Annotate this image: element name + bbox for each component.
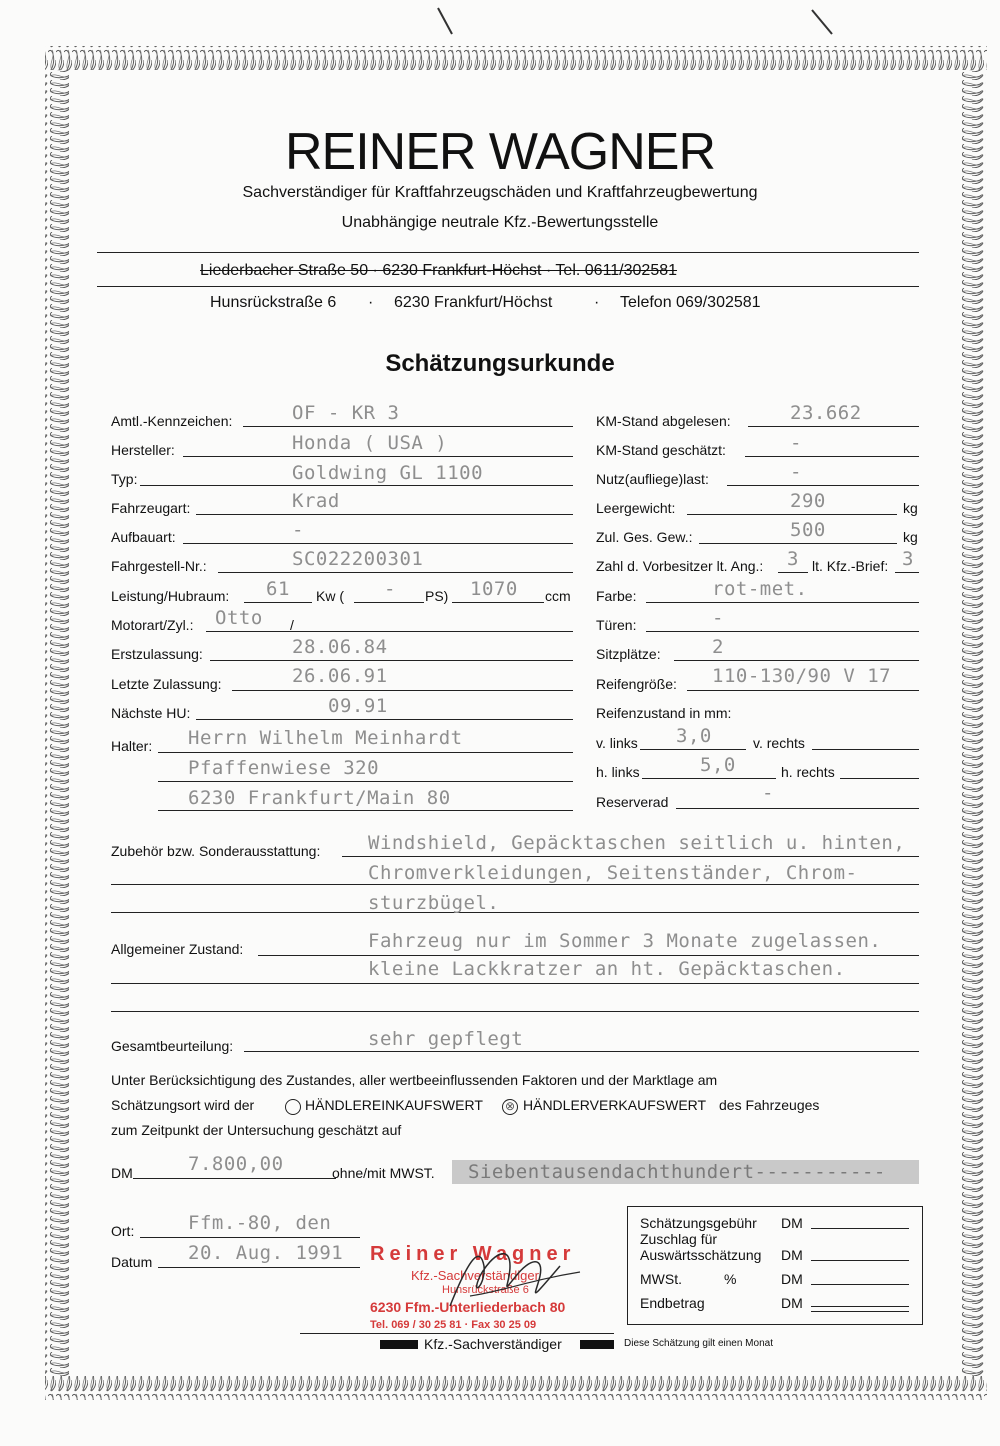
motorart-line (206, 631, 573, 632)
fee-box (627, 1206, 923, 1325)
naechste-hu-label: Nächste HU: (111, 705, 191, 721)
signer-label: Kfz.-Sachverständiger (424, 1336, 562, 1352)
zubehoer-line-2 (111, 884, 919, 885)
v-links-line (640, 749, 746, 750)
amount-currency-label: DM (111, 1165, 133, 1181)
km-geschaetzt-line (745, 456, 919, 457)
header-rule-bottom (97, 286, 919, 287)
fee-schaetzung-label: Schätzungsgebühr (640, 1215, 757, 1231)
gesamt-value: sehr gepflegt (368, 1028, 524, 1050)
motorart-value: Otto (215, 607, 263, 629)
company-name: REINER WAGNER (285, 123, 715, 181)
kennzeichen-label: Amtl.-Kennzeichen: (111, 413, 233, 429)
fee-line-1 (811, 1228, 909, 1229)
naechste-hu-line (196, 719, 573, 720)
erstzulassung-label: Erstzulassung: (111, 646, 203, 662)
reifengroesse-label: Reifengröße: (596, 676, 677, 692)
fee-mwst-label: MWSt. (640, 1271, 682, 1287)
company-subtitle: Sachverständiger für Kraftfahrzeugschäden und Kraftfahrzeugbewertung (242, 184, 758, 201)
statement-line-1: Unter Berücksichtigung des Zustandes, aller wertbeeinflussenden Faktoren und der Marktlage am (111, 1072, 718, 1088)
sitzplaetze-line (674, 660, 919, 661)
zustand-label: Allgemeiner Zustand: (111, 941, 244, 957)
address-separator: · (368, 294, 374, 311)
zubehoer-text-3: sturzbügel. (368, 892, 500, 914)
zul-ges-gew-line (699, 543, 897, 544)
stamp-street: Hunsrückstraße 6 (442, 1284, 529, 1296)
zubehoer-text-1: Windshield, Gepäcktaschen seitlich u. hinten, (368, 832, 906, 854)
km-abgelesen-label: KM-Stand abgelesen: (596, 413, 731, 429)
fahrgestell-label: Fahrgestell-Nr.: (111, 558, 207, 574)
h-links-label: h. links (596, 764, 640, 780)
kfz-brief-label: lt. Kfz.-Brief: (812, 558, 889, 574)
aufbauart-line (183, 543, 573, 544)
stamp-name: Reiner Wagner (370, 1243, 576, 1265)
amount-value: 7.800,00 (188, 1153, 284, 1175)
h-rechts-label: h. rechts (781, 764, 835, 780)
leergewicht-unit: kg (903, 500, 918, 516)
tueren-label: Türen: (596, 617, 637, 633)
kennzeichen-line (243, 426, 573, 427)
reifenzustand-label: Reifenzustand in mm: (596, 705, 732, 721)
address-phone: Telefon 069/302581 (620, 294, 761, 311)
signature-bar-right (580, 1340, 614, 1349)
zul-ges-gew-value: 500 (790, 519, 826, 541)
signature (440, 1236, 590, 1326)
stamp-city: 6230 Ffm.-Unterliederbach 80 (370, 1299, 566, 1315)
amount-words: Siebentausendachthundert----------- (468, 1161, 886, 1183)
ps-value: - (384, 578, 396, 600)
letzte-zulassung-value: 26.06.91 (292, 665, 388, 687)
gesamt-label: Gesamtbeurteilung: (111, 1038, 234, 1054)
tueren-value: - (712, 607, 724, 629)
typ-line (140, 485, 573, 486)
statement-line-2-start: Schätzungsort wird der (111, 1097, 255, 1113)
signature-bar-left (380, 1340, 418, 1349)
kfz-brief-line (895, 572, 919, 573)
nutzlast-label: Nutz(aufliege)last: (596, 471, 709, 487)
reifengroesse-line (687, 690, 919, 691)
aufbauart-label: Aufbauart: (111, 529, 176, 545)
fee-endbetrag-label: Endbetrag (640, 1295, 705, 1311)
stamp-phone: Tel. 069 / 30 25 81 · Fax 30 25 09 (370, 1319, 537, 1331)
fee-zuschlag-label: Zuschlag für (640, 1231, 718, 1247)
amount-line (133, 1178, 336, 1179)
fee-line-4-double (811, 1311, 909, 1312)
kfz-brief-value: 3 (902, 548, 914, 570)
v-links-value: 3,0 (676, 725, 712, 747)
erstzulassung-value: 28.06.84 (292, 636, 388, 658)
ort-label: Ort: (111, 1223, 135, 1239)
farbe-label: Farbe: (596, 588, 637, 604)
zylinder-separator: / (290, 617, 294, 633)
datum-line (158, 1267, 360, 1268)
signature-line (300, 1333, 614, 1334)
fahrzeugart-line (196, 514, 573, 515)
kw-value: 61 (266, 578, 290, 600)
statement-line-2-end: des Fahrzeuges (719, 1097, 820, 1113)
datum-value: 20. Aug. 1991 (188, 1242, 344, 1264)
h-links-line (642, 778, 776, 779)
farbe-value: rot-met. (712, 578, 808, 600)
letzte-zulassung-label: Letzte Zulassung: (111, 676, 222, 692)
zustand-text-2: kleine Lackkratzer an ht. Gepäcktaschen. (368, 958, 846, 980)
zustand-text-1: Fahrzeug nur im Sommer 3 Monate zugelassen. (368, 930, 882, 952)
zubehoer-text-2: Chromverkleidungen, Seitenständer, Chrom- (368, 862, 858, 884)
h-links-value: 5,0 (700, 754, 736, 776)
zubehoer-line-3 (111, 912, 919, 913)
statement-line-3: zum Zeitpunkt der Untersuchung geschätzt auf (111, 1122, 402, 1138)
option-verkauf-label: HÄNDLERVERKAUFSWERT (523, 1097, 707, 1113)
hersteller-line (183, 456, 573, 457)
kw-label: Kw ( (316, 588, 344, 604)
typ-value: Goldwing GL 1100 (292, 462, 484, 484)
zul-ges-gew-unit: kg (903, 529, 918, 545)
ps-line (354, 602, 424, 603)
halter-street: Pfaffenwiese 320 (188, 757, 380, 779)
h-rechts-line (840, 778, 919, 779)
zustand-line-1 (258, 955, 919, 956)
option-verkauf-radio-checked: ⊗ (502, 1099, 518, 1115)
erstzulassung-line (210, 660, 573, 661)
ccm-value: 1070 (470, 578, 518, 600)
fee-currency: DM (781, 1215, 803, 1231)
halter-city: 6230 Frankfurt/Main 80 (188, 787, 451, 809)
vorbesitzer-value: 3 (787, 548, 799, 570)
nutzlast-value: - (790, 461, 802, 483)
datum-label: Datum (111, 1254, 153, 1270)
zubehoer-line-1 (342, 856, 919, 857)
vorbesitzer-line (778, 572, 808, 573)
address-street: Hunsrückstraße 6 (210, 294, 337, 311)
v-rechts-label: v. rechts (753, 735, 805, 751)
sitzplaetze-value: 2 (712, 636, 724, 658)
reserverad-value: - (762, 782, 774, 804)
nutzlast-line (727, 485, 919, 486)
reserverad-label: Reserverad (596, 794, 669, 810)
farbe-line (646, 602, 919, 603)
fee-currency: DM (781, 1247, 803, 1263)
km-geschaetzt-label: KM-Stand geschätzt: (596, 442, 726, 458)
halter-line-1 (158, 752, 573, 753)
validity-note: Diese Schätzung gilt einen Monat (624, 1338, 773, 1349)
fee-percent: % (724, 1271, 737, 1287)
ccm-label: ccm (545, 588, 571, 604)
leergewicht-line (687, 514, 897, 515)
option-einkauf-label: HÄNDLEREINKAUFSWERT (305, 1097, 483, 1113)
kennzeichen-value: OF - KR 3 (292, 402, 400, 424)
zul-ges-gew-label: Zul. Ges. Gew.: (596, 529, 693, 545)
fahrgestell-value: SC022200301 (292, 548, 424, 570)
reifengroesse-value: 110-130/90 V 17 (712, 665, 892, 687)
fee-currency: DM (781, 1271, 803, 1287)
header-rule-top (97, 252, 919, 253)
stamp-title: Kfz.-Sachverständiger (411, 1268, 539, 1283)
gesamt-line (244, 1051, 919, 1052)
halter-line-3 (158, 810, 573, 811)
old-address: Liederbacher Straße 50 · 6230 Frankfurt-Höchst · Tel. 0611/302581 (200, 262, 678, 279)
naechste-hu-value: 09.91 (328, 695, 388, 717)
fee-currency: DM (781, 1295, 803, 1311)
vorbesitzer-label: Zahl d. Vorbesitzer lt. Ang.: (596, 558, 764, 574)
ort-value: Ffm.-80, den (188, 1212, 332, 1234)
leergewicht-label: Leergewicht: (596, 500, 676, 516)
ps-label: PS) (425, 588, 449, 604)
zubehoer-label: Zubehör bzw. Sonderausstattung: (111, 843, 321, 859)
typ-label: Typ: (111, 471, 138, 487)
v-rechts-line (812, 749, 919, 750)
fahrzeugart-value: Krad (292, 490, 340, 512)
mwst-label: ohne/mit MWST. (332, 1165, 435, 1181)
leergewicht-value: 290 (790, 490, 826, 512)
address-city: 6230 Frankfurt/Höchst (394, 294, 553, 311)
halter-line-2 (158, 781, 573, 782)
aufbauart-value: - (292, 519, 304, 541)
ccm-line (452, 602, 544, 603)
halter-label: Halter: (111, 738, 153, 754)
zustand-line-2 (111, 983, 919, 984)
zustand-line-3 (111, 1011, 919, 1012)
km-geschaetzt-value: - (790, 432, 802, 454)
v-links-label: v. links (596, 735, 638, 751)
fee-line-4 (811, 1306, 909, 1307)
fahrzeugart-label: Fahrzeugart: (111, 500, 191, 516)
halter-name: Herrn Wilhelm Meinhardt (188, 727, 463, 749)
km-abgelesen-line (748, 426, 919, 427)
letzte-zulassung-line (232, 690, 573, 691)
fahrgestell-line (218, 572, 573, 573)
sitzplaetze-label: Sitzplätze: (596, 646, 661, 662)
leistung-label: Leistung/Hubraum: (111, 588, 230, 604)
document-title: Schätzungsurkunde (385, 350, 615, 377)
hersteller-label: Hersteller: (111, 442, 175, 458)
tueren-line (646, 631, 919, 632)
reserverad-line (676, 808, 919, 809)
fee-line-3 (811, 1284, 909, 1285)
motorart-label: Motorart/Zyl.: (111, 617, 194, 633)
ort-line (140, 1237, 360, 1238)
km-abgelesen-value: 23.662 (790, 402, 862, 424)
kw-line (244, 602, 312, 603)
fee-line-2 (811, 1260, 909, 1261)
hersteller-value: Honda ( USA ) (292, 432, 448, 454)
fee-auswaerts-label: Auswärtsschätzung (640, 1247, 762, 1263)
company-tagline: Unabhängige neutrale Kfz.-Bewertungsstelle (341, 214, 659, 231)
address-separator: · (594, 294, 600, 311)
option-einkauf-radio (285, 1099, 301, 1115)
